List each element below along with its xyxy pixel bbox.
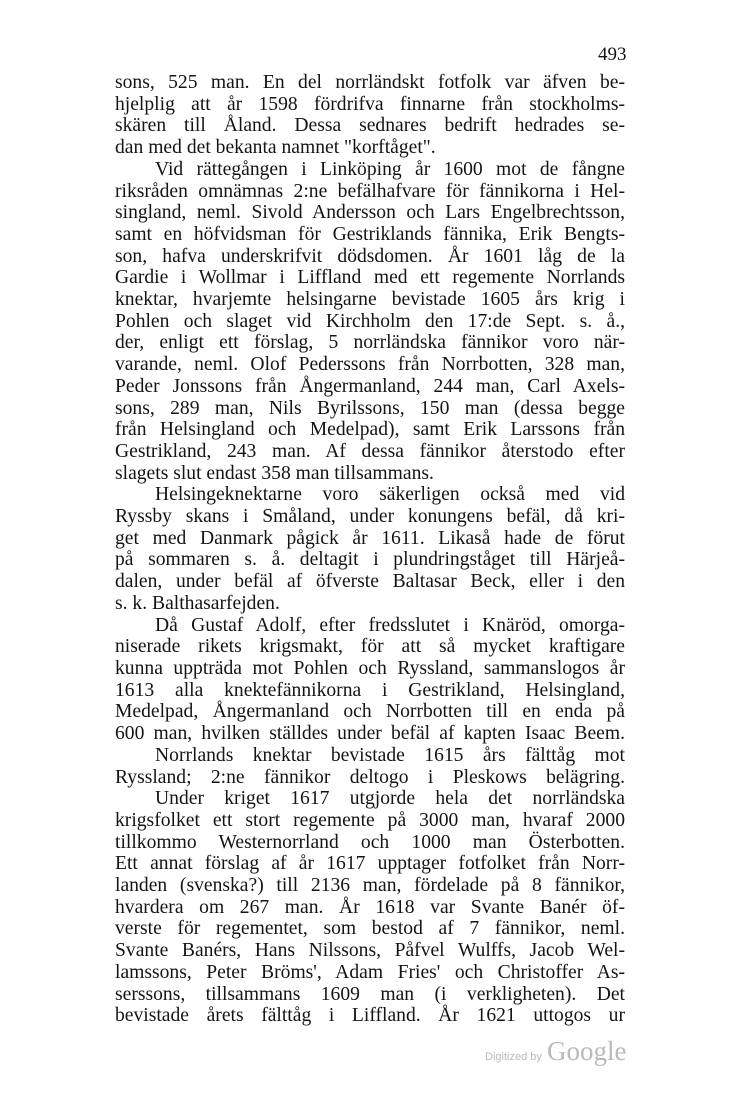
text-line: landen (svenska?) till 2136 man, fördelade på 8 fännikor, (115, 875, 625, 897)
text-line: hjelplig att år 1598 fördrifva finnarne från stockholms- (115, 93, 625, 115)
text-line: niserade rikets krigsmakt, för att så mycket kraftigare (115, 636, 625, 658)
text-line: Vid rättegången i Linköping år 1600 mot de fångne (155, 158, 625, 180)
text-line: varande, neml. Olof Pederssons från Norrbotten, 328 man, (115, 354, 625, 376)
text-line: Peder Jonssons från Ångermanland, 244 man, Carl Axels- (115, 375, 625, 397)
text-line: på sommaren s. å. deltagit i plundringståget till Härjeå- (115, 549, 625, 571)
text-line: dalen, under befäl af öfverste Baltasar Beck, eller i den (115, 571, 625, 593)
text-line: Svante Banérs, Hans Nilssons, Påfvel Wulffs, Jacob Wel- (115, 940, 625, 962)
text-line: hvardera om 267 man. År 1618 var Svante Banér öf- (115, 896, 625, 918)
text-line: lamssons, Peter Bröms', Adam Fries' och Christoffer As- (115, 961, 625, 983)
text-line: bevistade årets fälttåg i Liffland. År 1621 uttogos ur (115, 1005, 625, 1027)
text-line: skären till Åland. Dessa sednares bedrift hedrades se- (115, 115, 625, 137)
text-line: Helsingeknektarne voro säkerligen också med vid (155, 484, 625, 506)
text-line: samt en höfvidsman för Gestriklands fännika, Erik Bengts- (115, 223, 625, 245)
body-text (115, 72, 625, 1027)
text-line: från Helsingland och Medelpad), samt Erik Larssons från (115, 419, 625, 441)
paragraph (115, 788, 625, 1027)
text-line: knektar, hvarjemte helsingarne bevistade 1605 års krig i (115, 289, 625, 311)
text-line: Ryssland; 2:ne fännikor deltogo i Pleskows belägring. (115, 766, 625, 788)
text-line: Gardie i Wollmar i Liffland med ett regemente Norrlands (115, 267, 625, 289)
watermark-prefix: Digitized by (485, 1051, 542, 1063)
text-line: sons, 289 man, Nils Byrilssons, 150 man (dessa begge (115, 397, 625, 419)
text-line: serssons, tillsammans 1609 man (i verkligheten). Det (115, 983, 625, 1005)
text-line: son, hafva underskrifvit dödsdomen. År 1601 låg de la (115, 245, 625, 267)
text-line: verste för regementet, som bestod af 7 fännikor, neml. (115, 918, 625, 940)
text-line: Pohlen och slaget vid Kirchholm den 17:de Sept. s. å., (115, 310, 625, 332)
digitized-by-watermark (485, 1036, 626, 1067)
text-line: Norrlands knektar bevistade 1615 års fälttåg mot (155, 744, 625, 766)
text-line: kunna uppträda mot Pohlen och Ryssland, sammanslogos år (115, 657, 625, 679)
paragraph (115, 159, 625, 485)
text-line: s. k. Balthasarfejden. (115, 592, 280, 614)
text-line: 600 man, hvilken ställdes under befäl af kapten Isaac Beem. (115, 723, 625, 745)
page-number: 493 (598, 44, 627, 65)
text-line: 1613 alla knektefännikorna i Gestrikland, Helsingland, (115, 679, 625, 701)
text-line: Under kriget 1617 utgjorde hela det norrländska (155, 788, 625, 810)
text-line: krigsfolket ett stort regemente på 3000 man, hvaraf 2000 (115, 809, 625, 831)
text-line: Gestrikland, 243 man. Af dessa fännikor återstodo efter (115, 440, 625, 462)
text-line: sons, 525 man. En del norrländskt fotfolk var äfven be- (115, 72, 625, 93)
text-line: singland, neml. Sivold Andersson och Lars Engelbrechtsson, (115, 202, 625, 224)
paragraph (115, 484, 625, 614)
text-line: Medelpad, Ångermanland och Norrbotten till en enda på (115, 701, 625, 723)
text-line: tillkommo Westernorrland och 1000 man Österbotten. (115, 831, 625, 853)
text-line: Då Gustaf Adolf, efter fredsslutet i Knäröd, omorga- (155, 614, 625, 636)
text-line: riksråden omnämnas 2:ne befälhafvare för fännikorna i Hel- (115, 180, 625, 202)
google-logo: Google (546, 1036, 627, 1066)
text-line: dan med det bekanta namnet "korftåget". (115, 137, 436, 159)
text-line: Ryssby skans i Småland, under konungens befäl, då kri- (115, 506, 625, 528)
text-line: der, enligt ett förslag, 5 norrländska fännikor voro när- (115, 332, 625, 354)
text-line: get med Danmark pågick år 1611. Likaså hade de förut (115, 527, 625, 549)
text-line: slagets slut endast 358 man tillsammans. (115, 462, 434, 484)
paragraph (115, 745, 625, 788)
paragraph (115, 72, 625, 159)
text-line: Ett annat förslag af år 1617 upptager fotfolket från Norr- (115, 853, 625, 875)
paragraph (115, 615, 625, 745)
